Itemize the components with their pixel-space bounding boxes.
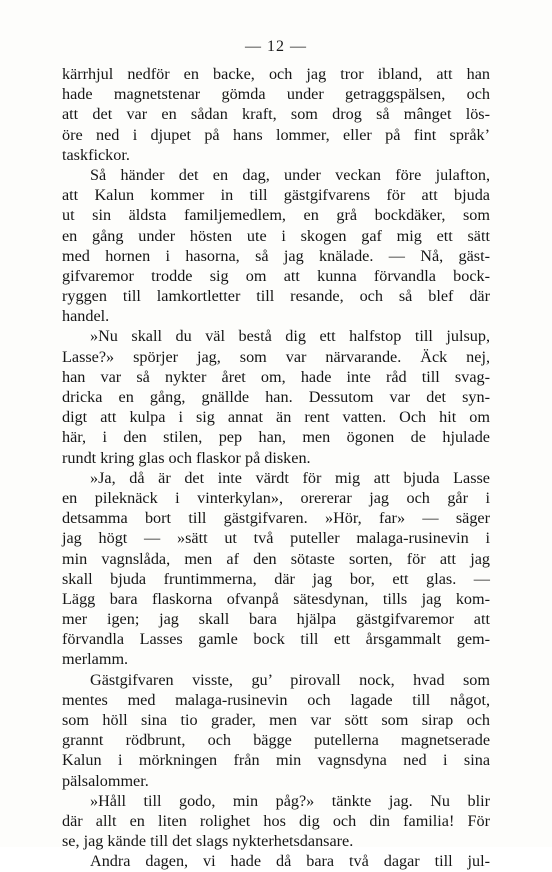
text-line: Lägg bara flaskorna ofvanpå sätesdynan, tills jag kom-: [62, 589, 490, 608]
page-number: — 12 —: [245, 38, 307, 55]
text-line: en pileknäck i vinterkylan», orererar jag och går i: [62, 488, 490, 507]
text-line: kärrhjul nedför en backe, och jag tror ibland, att han: [62, 65, 490, 83]
text-line: mentes med malaga-rusinevin och lagade till något,: [62, 690, 490, 709]
text-line: öre ned i djupet på hans lommer, eller på fint språk’: [62, 125, 490, 144]
text-line: digt att kulpa i sig annat än rent vatten. Och hit om: [62, 408, 490, 427]
text-line: se, jag kände till det slags nykterhetsdansare.: [62, 832, 354, 851]
text-line: merlamm.: [62, 650, 129, 669]
text-line: förvandla Lasses gamle bock till ett årsgammalt gem-: [62, 630, 490, 649]
text-line: mer igen; jag skall bara hjälpa gästgifvaremor att: [62, 610, 490, 629]
body-text: [62, 64, 490, 872]
text-line: Kalun i mörkningen från min vagnsdyna ned i sina: [62, 751, 490, 770]
text-line: skall bjuda fruntimmerna, där jag bor, ett glas. —: [62, 569, 490, 588]
text-line: dricka en gång, gnällde han. Dessutom var det syn-: [62, 388, 490, 406]
text-line: ut sin äldsta familjemedlem, en grå bockdäker, som: [62, 206, 490, 225]
text-line: »Nu skall du väl bestå dig ett halfstop till julsup,: [90, 327, 490, 346]
text-line: att Kalun kommer in till gästgifvarens för att bjuda: [62, 186, 490, 205]
text-line: »Ja, då är det inte värdt för mig att bjuda Lasse: [90, 468, 490, 487]
text-line: Lasse?» spörjer jag, som var närvarande. Äck nej,: [62, 347, 490, 366]
text-line: handel.: [62, 307, 110, 326]
text-line: gifvaremor trodde sig om att kunna förvandla bock-: [62, 266, 490, 285]
text-line: att det var en sådan kraft, som drog så mânget lös-: [62, 105, 490, 124]
text-line: Så händer det en dag, under veckan före julafton,: [90, 165, 490, 184]
text-line: pälsalommer.: [62, 771, 149, 790]
text-line: hade magnetstenar gömda under getraggspälsen, och: [62, 85, 490, 104]
text-line: Andra dagen, vi hade då bara två dagar till jul-: [90, 852, 490, 871]
text-line: han var så nykter året om, hade inte råd till svag-: [62, 367, 490, 386]
text-line: ryggen till lamkortletter till resande, och så blef där: [62, 287, 490, 306]
text-line: Gästgifvaren visste, gu’ pirovall nock, hvad som: [90, 670, 490, 689]
text-line: som höll sina tio grader, men var sött som sirap och: [62, 711, 490, 729]
text-line: en gång under hösten ute i skogen gaf mig ett sätt: [62, 226, 490, 245]
text-line: med hornen i hasorna, så jag knälade. — Nå, gäst-: [62, 246, 490, 265]
text-line: »Håll till godo, min påg?» tänkte jag. Nu blir: [90, 791, 490, 810]
text-line: taskfickor.: [62, 145, 130, 164]
text-line: där allt en liten rolighet hos dig och din familia! För: [62, 811, 490, 830]
text-line: jag högt — »sätt ut två puteller malaga-rusinevin i: [62, 529, 490, 548]
text-line: rundt kring glas och flaskor på disken.: [62, 448, 311, 467]
text-line: min vagnslåda, men af den sötaste sorten, för att jag: [62, 549, 490, 568]
text-line: här, i den stilen, pep han, men ögonen de hjulade: [62, 428, 490, 447]
text-line: detsamma bort till gästgifvaren. »Hör, far» — säger: [62, 509, 490, 528]
text-line: grannt rödbrunt, och bägge putellerna magnetserade: [62, 731, 490, 750]
